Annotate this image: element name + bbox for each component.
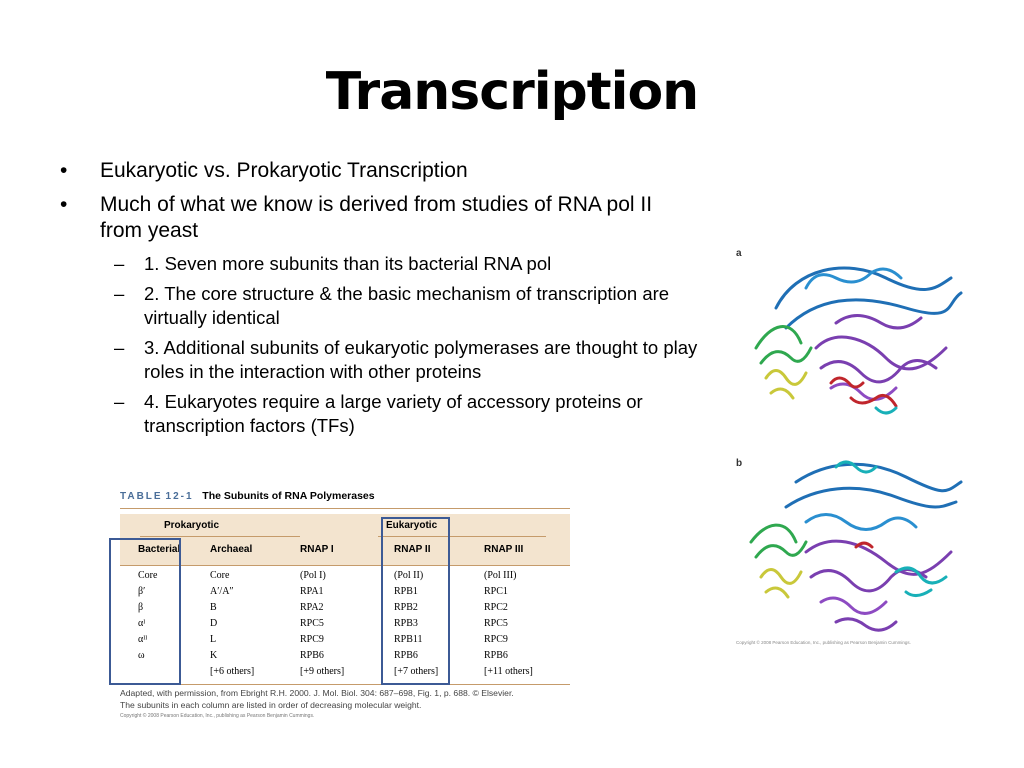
table-cell: RPC9 xyxy=(300,634,324,645)
table-cell: RPC2 xyxy=(484,602,508,613)
table-cell: β′ xyxy=(138,586,146,597)
bottom-rule xyxy=(120,684,570,685)
header-rule xyxy=(120,565,570,566)
panel-label-b: b xyxy=(736,458,743,469)
table-cell: RPB6 xyxy=(484,650,508,661)
table-caption: Adapted, with permission, from Ebright R.H. 2000. J. Mol. Biol. 304: 687–698, Fig. 1, p. 688. © Elsevier. xyxy=(120,688,514,698)
table-caption: The subunits in each column are listed in order of decreasing molecular weight. xyxy=(120,700,422,710)
table-cell: RPB2 xyxy=(394,602,418,613)
table-cell: [+7 others] xyxy=(394,666,439,677)
sub-bullet-item: – 3. Additional subunits of eukaryotic polymerases are thought to play roles in the interaction with other proteins xyxy=(114,337,698,382)
table-cell: RPC5 xyxy=(300,618,324,629)
table-cell: A′/A″ xyxy=(210,586,234,597)
bullet-item: • Much of what we know is derived from studies of RNA pol II from yeast xyxy=(60,193,653,242)
table-cell: B xyxy=(210,602,217,613)
table-cell: D xyxy=(210,618,218,629)
bullet-item: • Eukaryotic vs. Prokaryotic Transcription xyxy=(60,159,468,182)
table-cell: αᴵ xyxy=(138,618,146,629)
table-cell: RPC1 xyxy=(484,586,508,597)
table-cell: Core xyxy=(210,570,230,581)
rna-polymerase-bacterial-structure-image xyxy=(736,248,970,434)
table-cell: Core xyxy=(138,570,158,581)
table-cell: (Pol I) xyxy=(300,570,326,581)
table-cell: RPB11 xyxy=(394,634,423,645)
group-prokaryotic: Prokaryotic xyxy=(164,520,220,531)
table-cell: β xyxy=(138,602,144,613)
col-header: RNAP III xyxy=(484,544,524,555)
table-cell: RPA2 xyxy=(300,602,324,613)
table-cell: K xyxy=(210,650,218,661)
table-title xyxy=(120,490,570,509)
table-cell: RPA1 xyxy=(300,586,324,597)
table-cell: [+11 others] xyxy=(484,666,533,677)
col-header: RNAP II xyxy=(394,544,431,555)
table-cell: RPB3 xyxy=(394,618,418,629)
col-header: Bacterial xyxy=(138,544,181,555)
sub-bullet-item: – 4. Eukaryotes require a large variety of accessory proteins or transcription factors (TFs) xyxy=(114,391,643,436)
group-underline xyxy=(140,536,300,537)
table-cell: αᴵᴵ xyxy=(138,634,148,645)
sub-bullet-item: – 1. Seven more subunits than its bacterial RNA pol xyxy=(114,253,552,274)
table-title-text: The Subunits of RNA Polymerases xyxy=(202,490,375,502)
table-number: 12-1 xyxy=(165,491,194,502)
table-cell: RPB6 xyxy=(300,650,324,661)
slide-title: Transcription xyxy=(325,62,699,122)
sub-bullet-item: – 2. The core structure & the basic mechanism of transcription are virtually identical xyxy=(114,283,670,328)
table-cell: RPB6 xyxy=(394,650,418,661)
figure-copyright: Copyright © 2008 Pearson Education, Inc., publishing as Pearson Benjamin Cummings. xyxy=(736,640,911,645)
group-eukaryotic: Eukaryotic xyxy=(386,520,438,531)
table-cell: L xyxy=(210,634,217,645)
table-cell: [+9 others] xyxy=(300,666,345,677)
pol-ii-highlight-box xyxy=(381,517,450,685)
table-cell: (Pol III) xyxy=(484,570,517,581)
table-cell: [+6 others] xyxy=(210,666,255,677)
panel-label-a: a xyxy=(736,248,742,259)
col-header: Archaeal xyxy=(210,544,253,555)
table-cell: ω xyxy=(138,650,145,661)
table-cell: RPC9 xyxy=(484,634,508,645)
table-copyright: Copyright © 2008 Pearson Education, Inc., publishing as Pearson Benjamin Cummings. xyxy=(120,713,315,719)
rna-polymerase-subunit-table xyxy=(108,484,566,724)
table-cell: (Pol II) xyxy=(394,570,424,581)
col-header: RNAP I xyxy=(300,544,334,555)
table-tag: TABLE xyxy=(120,491,163,502)
bullet-list xyxy=(58,158,698,444)
table-cell: RPC5 xyxy=(484,618,508,629)
bacterial-highlight-box xyxy=(109,538,181,685)
table-cell: RPB1 xyxy=(394,586,418,597)
rna-polymerase-ii-structure-image xyxy=(736,452,970,640)
